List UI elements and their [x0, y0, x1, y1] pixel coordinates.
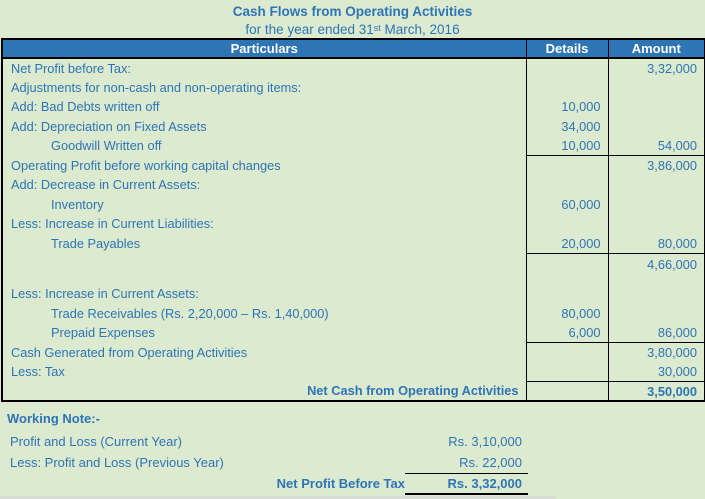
working-note-label: Net Profit Before Tax — [276, 476, 405, 491]
working-note-amount: Rs. 3,10,000 — [448, 434, 522, 449]
table-row — [2, 58, 705, 78]
table-row — [2, 304, 705, 324]
details-cell — [526, 78, 608, 98]
header-particulars: Particulars — [2, 39, 526, 58]
amount-cell — [608, 117, 705, 137]
details-cell — [526, 175, 608, 195]
table-header — [2, 39, 705, 58]
particulars-cell: Add: Decrease in Current Assets: — [11, 177, 201, 193]
page-subtitle — [0, 21, 705, 38]
header-details: Details — [526, 39, 608, 58]
particulars-cell: Less: Tax — [11, 364, 65, 380]
particulars-cell: Trade Payables — [51, 235, 141, 251]
particulars-cell: Less: Increase in Current Liabilities: — [11, 216, 214, 232]
table-row — [2, 343, 705, 363]
subtitle-superscript: st — [373, 23, 381, 33]
working-note — [0, 408, 705, 495]
amount-cell — [608, 78, 705, 98]
details-cell: 80,000 — [526, 304, 608, 324]
table-row — [2, 195, 705, 215]
table-row — [2, 234, 705, 254]
details-cell: 34,000 — [526, 117, 608, 137]
particulars-cell: Cash Generated from Operating Activities — [11, 344, 248, 360]
amount-cell — [608, 97, 705, 117]
table-row — [2, 275, 705, 284]
particulars-cell: Inventory — [51, 196, 104, 212]
details-cell: 10,000 — [526, 136, 608, 156]
particulars-cell: Add: Depreciation on Fixed Assets — [11, 118, 207, 134]
amount-cell: 4,66,000 — [647, 256, 697, 272]
title-block — [0, 3, 705, 38]
particulars-cell: Operating Profit before working capital changes — [11, 157, 281, 173]
particulars-cell: Net Profit before Tax: — [11, 60, 131, 76]
details-cell: 60,000 — [526, 195, 608, 215]
amount-cell: 3,80,000 — [647, 345, 697, 360]
subtitle-prefix: for the year ended 31 — [245, 22, 374, 37]
working-note-rows — [0, 432, 705, 495]
table-row — [2, 136, 705, 156]
working-note-label: Profit and Loss (Current Year) — [10, 434, 182, 449]
table-row — [2, 323, 705, 343]
amount-cell: 3,86,000 — [647, 158, 697, 173]
particulars-cell: Goodwill Written off — [51, 138, 162, 154]
amount-cell: 86,000 — [608, 323, 705, 343]
details-cell — [526, 382, 608, 402]
amount-cell: 3,50,000 — [647, 383, 697, 399]
amount-cell: 3,32,000 — [647, 60, 697, 76]
table-row — [2, 214, 705, 234]
amount-cell: 80,000 — [608, 234, 705, 254]
particulars-cell: Add: Bad Debts written off — [11, 99, 160, 115]
details-cell — [526, 275, 608, 284]
working-note-row — [0, 432, 705, 453]
particulars-cell: Net Cash from Operating Activities — [307, 383, 519, 399]
table-row — [2, 117, 705, 137]
table-row — [2, 253, 705, 275]
table-row — [2, 175, 705, 195]
cashflow-table-body — [2, 58, 705, 401]
working-note-label: Less: Profit and Loss (Previous Year) — [10, 455, 224, 470]
details-cell — [526, 284, 608, 304]
header-amount: Amount — [608, 39, 705, 58]
particulars-cell — [2, 253, 526, 275]
working-note-row — [0, 453, 705, 474]
table-row — [2, 78, 705, 98]
table-row — [2, 284, 705, 304]
amount-cell — [608, 214, 705, 234]
table-row — [2, 156, 705, 176]
table-row — [2, 362, 705, 382]
details-cell — [526, 214, 608, 234]
working-note-row — [0, 474, 705, 495]
page-title: Cash Flows from Operating Activities — [232, 4, 473, 19]
details-cell — [526, 156, 608, 176]
details-cell — [526, 58, 608, 78]
details-cell: 6,000 — [526, 323, 608, 343]
details-cell: 10,000 — [526, 97, 608, 117]
amount-cell — [608, 195, 705, 215]
amount-cell — [608, 175, 705, 195]
particulars-cell — [2, 275, 526, 284]
amount-cell — [608, 284, 705, 304]
details-cell — [526, 343, 608, 363]
particulars-cell: Adjustments for non-cash and non-operating items: — [11, 79, 302, 95]
particulars-cell: Less: Increase in Current Assets: — [11, 286, 199, 302]
table-row — [2, 382, 705, 402]
subtitle-suffix: March, 2016 — [380, 22, 460, 37]
details-cell — [526, 253, 608, 275]
table-row — [2, 97, 705, 117]
particulars-cell: Trade Receivables (Rs. 2,20,000 – Rs. 1,40,000) — [51, 305, 329, 321]
amount-cell: 30,000 — [608, 362, 705, 382]
cash-flow-table — [1, 38, 705, 402]
amount-cell: 54,000 — [608, 136, 705, 156]
amount-cell — [608, 275, 705, 284]
details-cell — [526, 362, 608, 382]
working-note-amount: Rs. 22,000 — [405, 453, 528, 474]
amount-cell — [608, 304, 705, 324]
working-note-title: Working Note:- — [7, 411, 100, 426]
particulars-cell: Prepaid Expenses — [51, 325, 155, 341]
working-note-amount: Rs. 3,32,000 — [405, 474, 528, 495]
details-cell: 20,000 — [526, 234, 608, 254]
